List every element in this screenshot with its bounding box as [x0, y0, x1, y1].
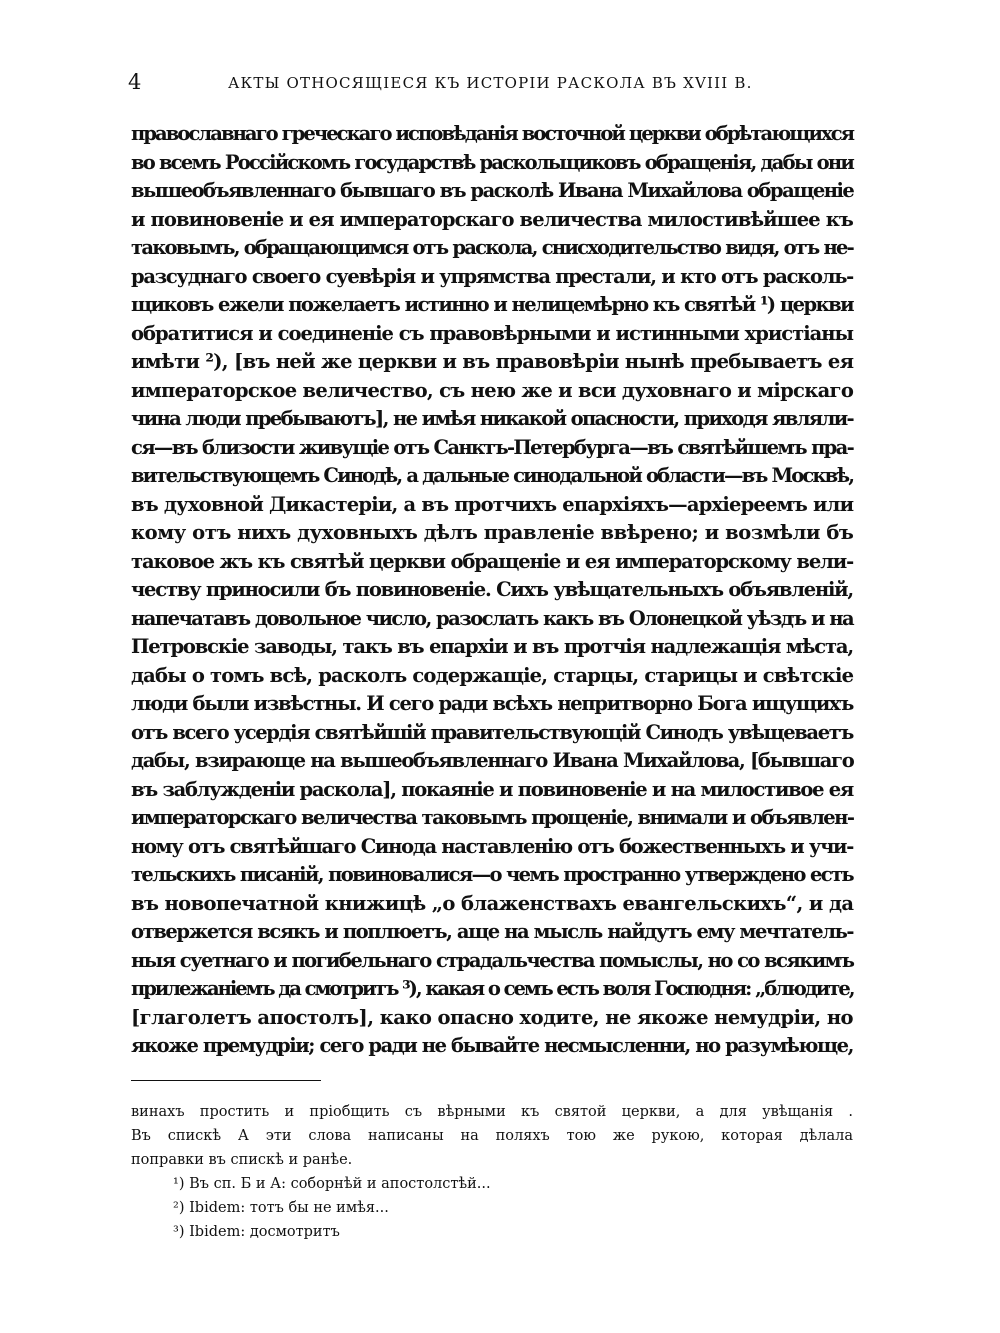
text-line: имѣти ²), [въ ней же церкви и въ правовѣріи нынѣ пребываетъ ея: [131, 350, 854, 373]
footnote-line: винахъ простить и пріобщить съ вѣрными къ святой церкви, а для увѣщанія .: [131, 1104, 853, 1120]
text-line: православнаго греческаго исповѣданія восточной церкви обрѣтающихся: [131, 122, 854, 145]
text-line: обратитися и соединеніе съ правовѣрными и истинными христіаны: [131, 321, 853, 345]
text-line: чина люди пребываютъ], не имѣя никакой опасности, приходя являли-: [131, 407, 853, 430]
text-line: ному отъ святѣйшаго Синода наставленію отъ божественныхъ и учи-: [131, 834, 853, 858]
text-line: вительствующемъ Синодѣ, а дальные синодальной области—въ Москвѣ,: [131, 464, 854, 487]
text-line: императорскаго величества таковымъ прощеніе, внимали и объявлен-: [131, 806, 854, 829]
text-line: напечатавъ довольное число, разослать какъ въ Олонецкой уѣздъ и на: [131, 606, 854, 630]
footnote-line: поправки въ спискѣ и ранѣе.: [131, 1152, 353, 1168]
footnote-separator: [131, 1080, 321, 1081]
main-text: [131, 120, 853, 1061]
text-line: вышеобъявленнаго бывшаго въ расколѣ Ивана Михайлова обращеніе: [131, 179, 854, 202]
text-line: въ заблужденіи раскола], покаяніе и повиновеніе и на милостивое ея: [131, 777, 854, 801]
footnote-line: Въ спискѣ А эти слова написаны на поляхъ тою же рукою, которая дѣлала: [131, 1128, 853, 1144]
text-line: тельскихъ писаній, повиновалися—о чемъ пространно утверждено есть: [131, 863, 853, 886]
text-line: Петровскіе заводы, такъ въ епархіи и въ протчія надлежащія мѣста,: [131, 635, 854, 658]
text-line: дабы о томъ всѣ, расколъ содержащіе, старцы, старицы и свѣтскіе: [131, 663, 854, 687]
text-line: ныя суетнаго и погибельнаго страдальчества помыслы, но со всякимъ: [131, 948, 854, 972]
text-line: въ духовной Дикастеріи, а въ протчихъ епархіяхъ—архіереемъ или: [131, 492, 854, 516]
text-line: отвержется всякъ и поплюетъ, аще на мысль найдутъ ему мечтатель-: [131, 920, 854, 943]
text-line: отъ всего усердія святѣйшій правительствующій Синодъ увѣщеваетъ: [131, 720, 853, 744]
text-line: таковое жъ къ святѣй церкви обращеніе и ея императорскому вели-: [131, 549, 854, 573]
footnotes: [131, 1100, 853, 1244]
text-line: честву приносили бъ повиновеніе. Сихъ увѣщательныхъ объявленій,: [131, 578, 853, 601]
footnote-item: ²) Ibidem: тотъ бы не имѣя...: [173, 1200, 389, 1216]
text-line: прилежаніемъ да смотритъ ³), какая о семъ есть воля Господня: „блюдите,: [131, 977, 854, 1000]
text-line: во всемъ Россійскомъ государствѣ раскольщиковъ обращенія, дабы они: [131, 150, 853, 174]
footnote-list: [131, 1172, 853, 1244]
text-line: въ новопечатной книжицѣ „о блаженствахъ евангельскихъ“, и да: [131, 891, 854, 915]
text-line: люди были извѣстны. И сего ради всѣхъ непритворно Бога ищущихъ: [131, 692, 853, 715]
text-line: кому отъ нихъ духовныхъ дѣлъ правленіе ввѣрено; и возмѣли бъ: [131, 521, 854, 544]
text-line: и повиновеніе и ея императорскаго величества милостивѣйшее къ: [131, 207, 853, 231]
text-line: дабы, взирающе на вышеобъявленнаго Ивана Михайлова, [бывшаго: [131, 749, 854, 772]
page-number: 4: [128, 70, 142, 94]
text-line: ся—въ близости живущіе отъ Санктъ-Петербурга—въ святѣйшемъ пра-: [131, 435, 853, 459]
text-line: якоже премудріи; сего ради не бывайте несмысленни, но разумѣюще,: [131, 1034, 853, 1057]
text-line: таковымъ, обращающимся отъ раскола, снисходительство видя, отъ не-: [131, 236, 853, 259]
text-line: [глаголетъ апостолъ], како опасно ходите, не якоже немудріи, но: [131, 1005, 853, 1029]
footnote-item: ¹) Въ сп. Б и А: соборнѣй и апостолстѣй...: [173, 1176, 491, 1192]
text-line: разсуднаго своего суевѣрія и упрямства престали, и кто отъ расколь-: [131, 264, 853, 288]
footnote-continuation: [131, 1100, 853, 1172]
text-line: щиковъ ежели пожелаетъ истинно и нелицемѣрно къ святѣй ¹) церкви: [131, 293, 853, 316]
text-line: императорское величество, съ нею же и вси духовнаго и мірскаго: [131, 378, 854, 402]
footnote-item: ³) Ibidem: досмотритъ: [173, 1224, 340, 1240]
page-header: [128, 70, 850, 94]
running-head: АКТЫ ОТНОСЯЩІЕСЯ КЪ ИСТОРІИ РАСКОЛА ВЪ XVIII В.: [228, 74, 753, 92]
